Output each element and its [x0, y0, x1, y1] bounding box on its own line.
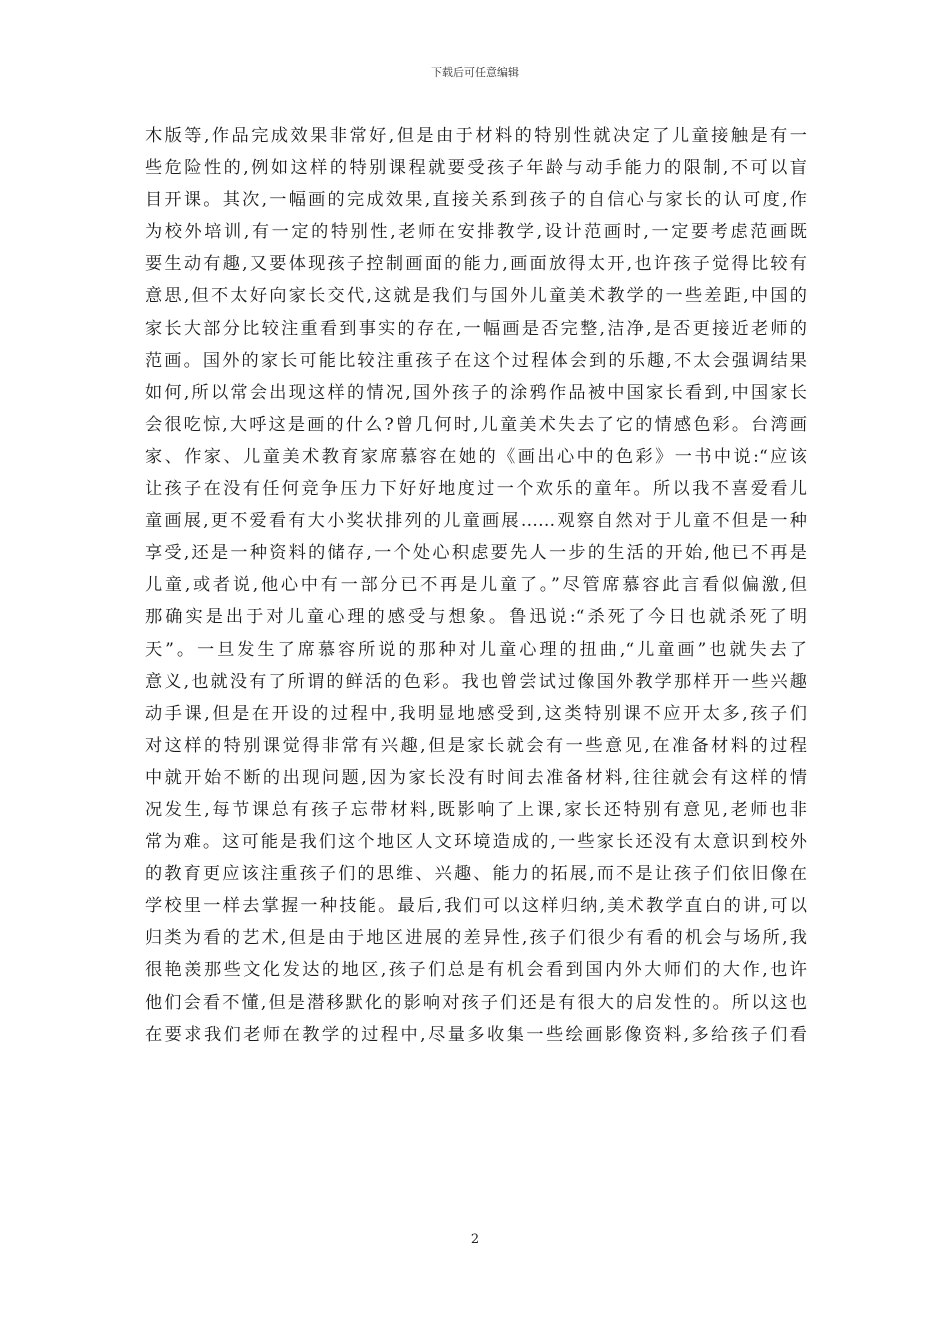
text-line: 那确实是出于对儿童心理的感受与想象。鲁迅说:“杀死了今日也就杀死了明 — [145, 607, 807, 628]
text-line: 些危险性的,例如这样的特别课程就要受孩子年龄与动手能力的限制,不可以盲 — [145, 158, 807, 179]
text-line: 他们会看不懂,但是潜移默化的影响对孩子们还是有很大的启发性的。所以这也 — [145, 992, 807, 1013]
text-line: 况发生,每节课总有孩子忘带材料,既影响了上课,家长还特别有意见,老师也非 — [145, 799, 807, 820]
page-header: 下载后可任意编辑 — [431, 66, 519, 79]
text-line: 为校外培训,有一定的特别性,老师在安排教学,设计范画时,一定要考虑范画既 — [145, 222, 807, 243]
text-line: 儿童,或者说,他心中有一部分已不再是儿童了。”尽管席慕容此言看似偏激,但 — [145, 575, 807, 596]
text-line: 家长大部分比较注重看到事实的存在,一幅画是否完整,洁净,是否更接近老师的 — [145, 318, 807, 339]
text-line: 范画。国外的家长可能比较注重孩子在这个过程体会到的乐趣,不太会强调结果 — [145, 350, 807, 371]
text-line: 享受,还是一种资料的储存,一个处心积虑要先人一步的生活的开始,他已不再是 — [145, 543, 807, 564]
text-line: 中就开始不断的出现问题,因为家长没有时间去准备材料,往往就会有这样的情 — [145, 767, 807, 788]
text-line: 木版等,作品完成效果非常好,但是由于材料的特别性就决定了儿童接触是有一 — [145, 126, 807, 146]
text-line: 的教育更应该注重孩子们的思维、兴趣、能力的拓展,而不是让孩子们依旧像在 — [145, 864, 807, 885]
text-line: 要生动有趣,又要体现孩子控制画面的能力,画面放得太开,也许孩子觉得比较有 — [145, 254, 807, 275]
text-line: 天”。一旦发生了席慕容所说的那种对儿童心理的扭曲,“儿童画”也就失去了 — [145, 639, 807, 660]
text-line: 归类为看的艺术,但是由于地区进展的差异性,孩子们很少有看的机会与场所,我 — [145, 928, 807, 949]
text-line: 学校里一样去掌握一种技能。最后,我们可以这样归纳,美术教学直白的讲,可以 — [145, 896, 807, 917]
page-number: 2 — [470, 1232, 480, 1247]
text-line: 意义,也就没有了所谓的鲜活的色彩。我也曾尝试过像国外教学那样开一些兴趣 — [145, 671, 807, 692]
text-line: 对这样的特别课觉得非常有兴趣,但是家长就会有一些意见,在准备材料的过程 — [145, 735, 807, 756]
text-line: 动手课,但是在开设的过程中,我明显地感受到,这类特别课不应开太多,孩子们 — [145, 703, 807, 724]
text-line: 在要求我们老师在教学的过程中,尽量多收集一些绘画影像资料,多给孩子们看 — [145, 1024, 807, 1045]
text-line: 意思,但不太好向家长交代,这就是我们与国外儿童美术教学的一些差距,中国的 — [145, 286, 807, 307]
text-line: 目开课。其次,一幅画的完成效果,直接关系到孩子的自信心与家长的认可度,作 — [145, 190, 807, 211]
text-line: 童画展,更不爱看有大小奖状排列的儿童画展……观察自然对于儿童不但是一种 — [145, 511, 807, 532]
text-line: 如何,所以常会出现这样的情况,国外孩子的涂鸦作品被中国家长看到,中国家长 — [145, 382, 807, 403]
text-line: 让孩子在没有任何竞争压力下好好地度过一个欢乐的童年。所以我不喜爱看儿 — [145, 479, 807, 500]
text-line: 会很吃惊,大呼这是画的什么?曾几何时,儿童美术失去了它的情感色彩。台湾画 — [145, 414, 807, 435]
text-line: 很艳羡那些文化发达的地区,孩子们总是有机会看到国内外大师们的大作,也许 — [145, 960, 807, 981]
text-line: 常为难。这可能是我们这个地区人文环境造成的,一些家长还没有太意识到校外 — [145, 832, 807, 853]
text-line: 家、作家、儿童美术教育家席慕容在她的《画出心中的色彩》一书中说:“应该 — [145, 446, 807, 467]
body-text — [145, 120, 807, 1051]
